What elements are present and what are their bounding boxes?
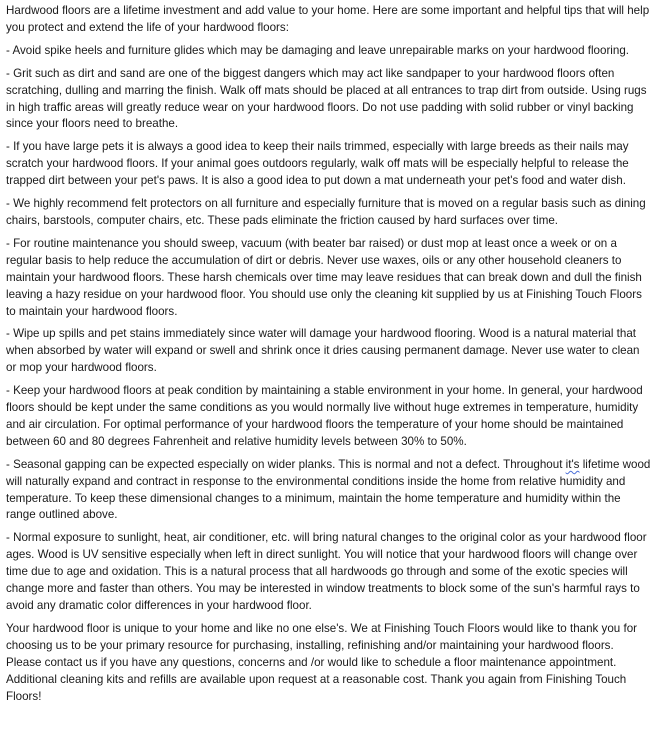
- seasonal-text-before: - Seasonal gapping can be expected especially on wider planks. This is normal and not a defect. Throughout: [6, 457, 566, 471]
- seasonal-text-after: lifetime wood will naturally expand and contract in response to the environmental conditions inside the home from relative humidity and temperature. To keep these dimensional changes to a minimum, maintain the home temperature and humidity within the range outlined above.: [6, 457, 651, 522]
- spellcheck-flagged-word[interactable]: it's: [565, 457, 580, 471]
- tip-felt-protectors: - We highly recommend felt protectors on all furniture and especially furniture that is moved on a regular basis such as dining chairs, barstools, computer chairs, etc. These pads eliminate the friction caused by hard surfaces over time.: [6, 197, 646, 227]
- tip-routine-maintenance: - For routine maintenance you should sweep, vacuum (with beater bar raised) or dust mop at least once a week or on a regular basis to help reduce the accumulation of dirt or debris. Never use waxes, oils or any other household cleaners to maintain your hardwood floors. These harsh chemicals over time may leave residues that can break down and dull the finish leaving a hazy residue on your hardwood floor. You should use only the cleaning kit supplied by us at Finishing Touch Floors to maintain your hardwood floors.: [6, 236, 642, 318]
- tip-pets: - If you have large pets it is always a good idea to keep their nails trimmed, especially with large breeds as their nails may scratch your hardwood floors. If your animal goes outdoors regularly, walk off mats will be especially helpful to release the trapped dirt between your pet's paws. It is also a good idea to put down a mat underneath your pet's food and water dish.: [6, 140, 629, 188]
- tip-spike-heels: - Avoid spike heels and furniture glides which may be damaging and leave unrepairable marks on your hardwood flooring.: [6, 43, 629, 57]
- tip-spills: - Wipe up spills and pet stains immediately since water will damage your hardwood flooring. Wood is a natural material that when absorbed by water will expand or swell and shrink once it dries causing permanent damage. Never use water to clean or mop your hardwood floors.: [6, 327, 640, 375]
- tip-grit: - Grit such as dirt and sand are one of the biggest dangers which may act like sandpaper to your hardwood floors often scratching, dulling and marring the finish. Walk off mats should be placed at all entrances to trap dirt from outside. Using rugs in high traffic areas will greatly reduce wear on your hardwood floors. Do not use padding with solid rubber or vinyl backing since your floors need to breathe.: [6, 66, 647, 131]
- tip-sunlight: - Normal exposure to sunlight, heat, air conditioner, etc. will bring natural changes to the original color as your hardwood floor ages. Wood is UV sensitive especially when left in direct sunlight. You will notice that your hardwood floors will change over time due to age and oxidation. This is a natural process that all hardwoods go through and some of the exotic species will change more and faster than others. You may be interested in window treatments to block some of the sun's harmful rays to avoid any dramatic color differences in your hardwood floor.: [6, 531, 647, 612]
- intro-paragraph: Hardwood floors are a lifetime investment and add value to your home. Here are some important and helpful tips that will help you protect and extend the life of your hardwood floors:: [6, 4, 650, 34]
- tip-seasonal-gapping: [6, 457, 652, 525]
- closing-paragraph: Your hardwood floor is unique to your home and like no one else's. We at Finishing Touch Floors would like to thank you for choosing us to be your primary resource for purchasing, installing, refinishing and/or maintaining your hardwood floors. Please contact us if you have any questions, concerns and /or would like to schedule a floor maintenance appointment. Additional cleaning kits and refills are available upon request at a reasonable cost. Thank you again from Finishing Touch Floors!: [6, 621, 638, 703]
- tip-environment: - Keep your hardwood floors at peak condition by maintaining a stable environment in your home. In general, your hardwood floors should be kept under the same conditions as you would normally live without huge extremes in temperature, humidity and air circulation. For optimal performance of your hardwood floors the temperature of your home should be maintained between 60 and 80 degrees Fahrenheit and relative humidity levels between 30% to 50%.: [6, 384, 643, 448]
